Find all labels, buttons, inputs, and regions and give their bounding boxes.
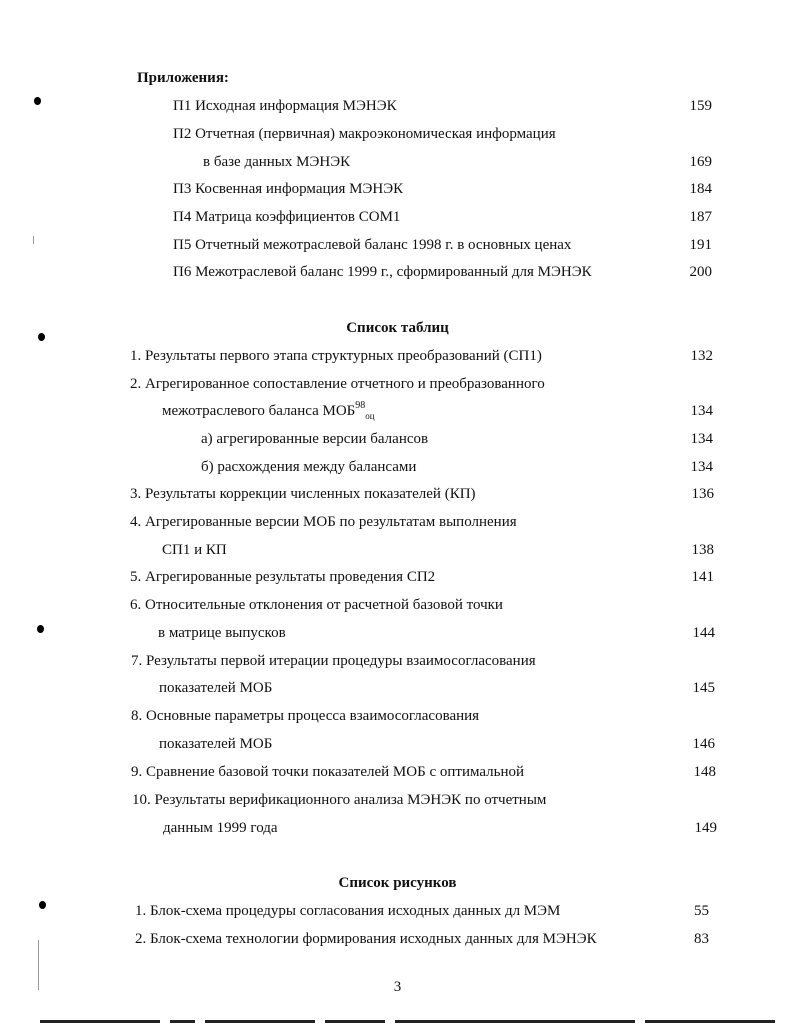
table-list-item-text: межотраслевого баланса МОБ bbox=[162, 403, 356, 419]
table-list-item: 10. Результаты верификационного анализа МЭНЭК по отчетным bbox=[132, 792, 547, 808]
table-list-item: данным 1999 года bbox=[163, 820, 278, 836]
figure-list-page: 55 bbox=[694, 903, 709, 919]
table-list-page: 134 bbox=[690, 459, 713, 475]
table-list-item: 6. Относительные отклонения от расчетной базовой точки bbox=[130, 597, 503, 613]
tables-heading: Список таблиц bbox=[346, 320, 449, 336]
table-list-item: 8. Основные параметры процесса взаимосогласования bbox=[131, 708, 480, 724]
table-list-item: 2. Агрегированное сопоставление отчетного и преобразованного bbox=[130, 376, 545, 392]
figure-list-item: 1. Блок-схема процедуры согласования исходных данных дл МЭМ bbox=[135, 903, 561, 919]
table-list-item: 7. Результаты первой итерации процедуры взаимосогласования bbox=[131, 653, 536, 669]
table-list-page: 145 bbox=[692, 680, 715, 696]
bottom-rule-segment bbox=[40, 1020, 160, 1023]
punch-mark-3 bbox=[37, 625, 44, 633]
appendix-item: П6 Межотраслевой баланс 1999 г., сформированный для МЭНЭК bbox=[173, 264, 592, 280]
table-list-page: 132 bbox=[690, 348, 713, 364]
table-list-item: 4. Агрегированные версии МОБ по результатам выполнения bbox=[130, 514, 517, 530]
table-list-page: 148 bbox=[693, 764, 716, 780]
scan-edge-mark-top bbox=[33, 236, 34, 244]
appendix-item: П2 Отчетная (первичная) макроэкономическая информация bbox=[173, 126, 556, 142]
table-list-item-sup: 98 bbox=[355, 400, 366, 411]
bottom-rule-segment bbox=[645, 1020, 775, 1023]
figures-heading: Список рисунков bbox=[338, 875, 457, 891]
bottom-rule-segment bbox=[170, 1020, 195, 1023]
table-list-item bbox=[162, 402, 375, 422]
appendix-page: 159 bbox=[689, 98, 712, 114]
table-list-page: 138 bbox=[691, 542, 714, 558]
table-list-item: 3. Результаты коррекции численных показателей (КП) bbox=[130, 486, 476, 502]
table-list-page: 134 bbox=[690, 403, 713, 419]
figure-list-page: 83 bbox=[694, 931, 709, 947]
appendix-item: П3 Косвенная информация МЭНЭК bbox=[173, 181, 404, 197]
table-list-item: 1. Результаты первого этапа структурных преобразований (СП1) bbox=[130, 348, 542, 364]
table-list-item: показателей МОБ bbox=[159, 736, 273, 752]
table-list-page: 146 bbox=[692, 736, 715, 752]
appendix-heading: Приложения: bbox=[137, 70, 229, 86]
appendix-item: П5 Отчетный межотраслевой баланс 1998 г. в основных ценах bbox=[173, 237, 572, 253]
table-list-page: 149 bbox=[694, 820, 717, 836]
table-list-page: 144 bbox=[692, 625, 715, 641]
appendix-page: 200 bbox=[689, 264, 712, 280]
bottom-rule-segment bbox=[325, 1020, 385, 1023]
table-list-page: 136 bbox=[691, 486, 714, 502]
punch-mark-4 bbox=[39, 901, 46, 909]
appendix-page: 191 bbox=[689, 237, 712, 253]
bottom-rule-segment bbox=[205, 1020, 315, 1023]
table-list-item: б) расхождения между балансами bbox=[201, 459, 417, 475]
table-list-item: 5. Агрегированные результаты проведения СП2 bbox=[130, 569, 436, 585]
page-number: 3 bbox=[393, 979, 402, 995]
table-list-page: 141 bbox=[691, 569, 714, 585]
appendix-item: в базе данных МЭНЭК bbox=[203, 154, 351, 170]
table-list-item-sub: оц bbox=[365, 411, 375, 421]
table-list-item: в матрице выпусков bbox=[158, 625, 286, 641]
appendix-page: 187 bbox=[689, 209, 712, 225]
table-list-page: 134 bbox=[690, 431, 713, 447]
figure-list-item: 2. Блок-схема технологии формирования исходных данных для МЭНЭК bbox=[135, 931, 597, 947]
appendix-page: 184 bbox=[689, 181, 712, 197]
appendix-item: П4 Матрица коэффициентов СОМ1 bbox=[173, 209, 401, 225]
punch-mark-1 bbox=[34, 97, 41, 105]
bottom-rule-segment bbox=[395, 1020, 635, 1023]
table-list-item: показателей МОБ bbox=[159, 680, 273, 696]
table-list-item: а) агрегированные версии балансов bbox=[201, 431, 429, 447]
table-list-item: СП1 и КП bbox=[162, 542, 227, 558]
appendix-page: 169 bbox=[689, 154, 712, 170]
table-list-item: 9. Сравнение базовой точки показателей МОБ с оптимальной bbox=[131, 764, 525, 780]
appendix-item: П1 Исходная информация МЭНЭК bbox=[173, 98, 397, 114]
